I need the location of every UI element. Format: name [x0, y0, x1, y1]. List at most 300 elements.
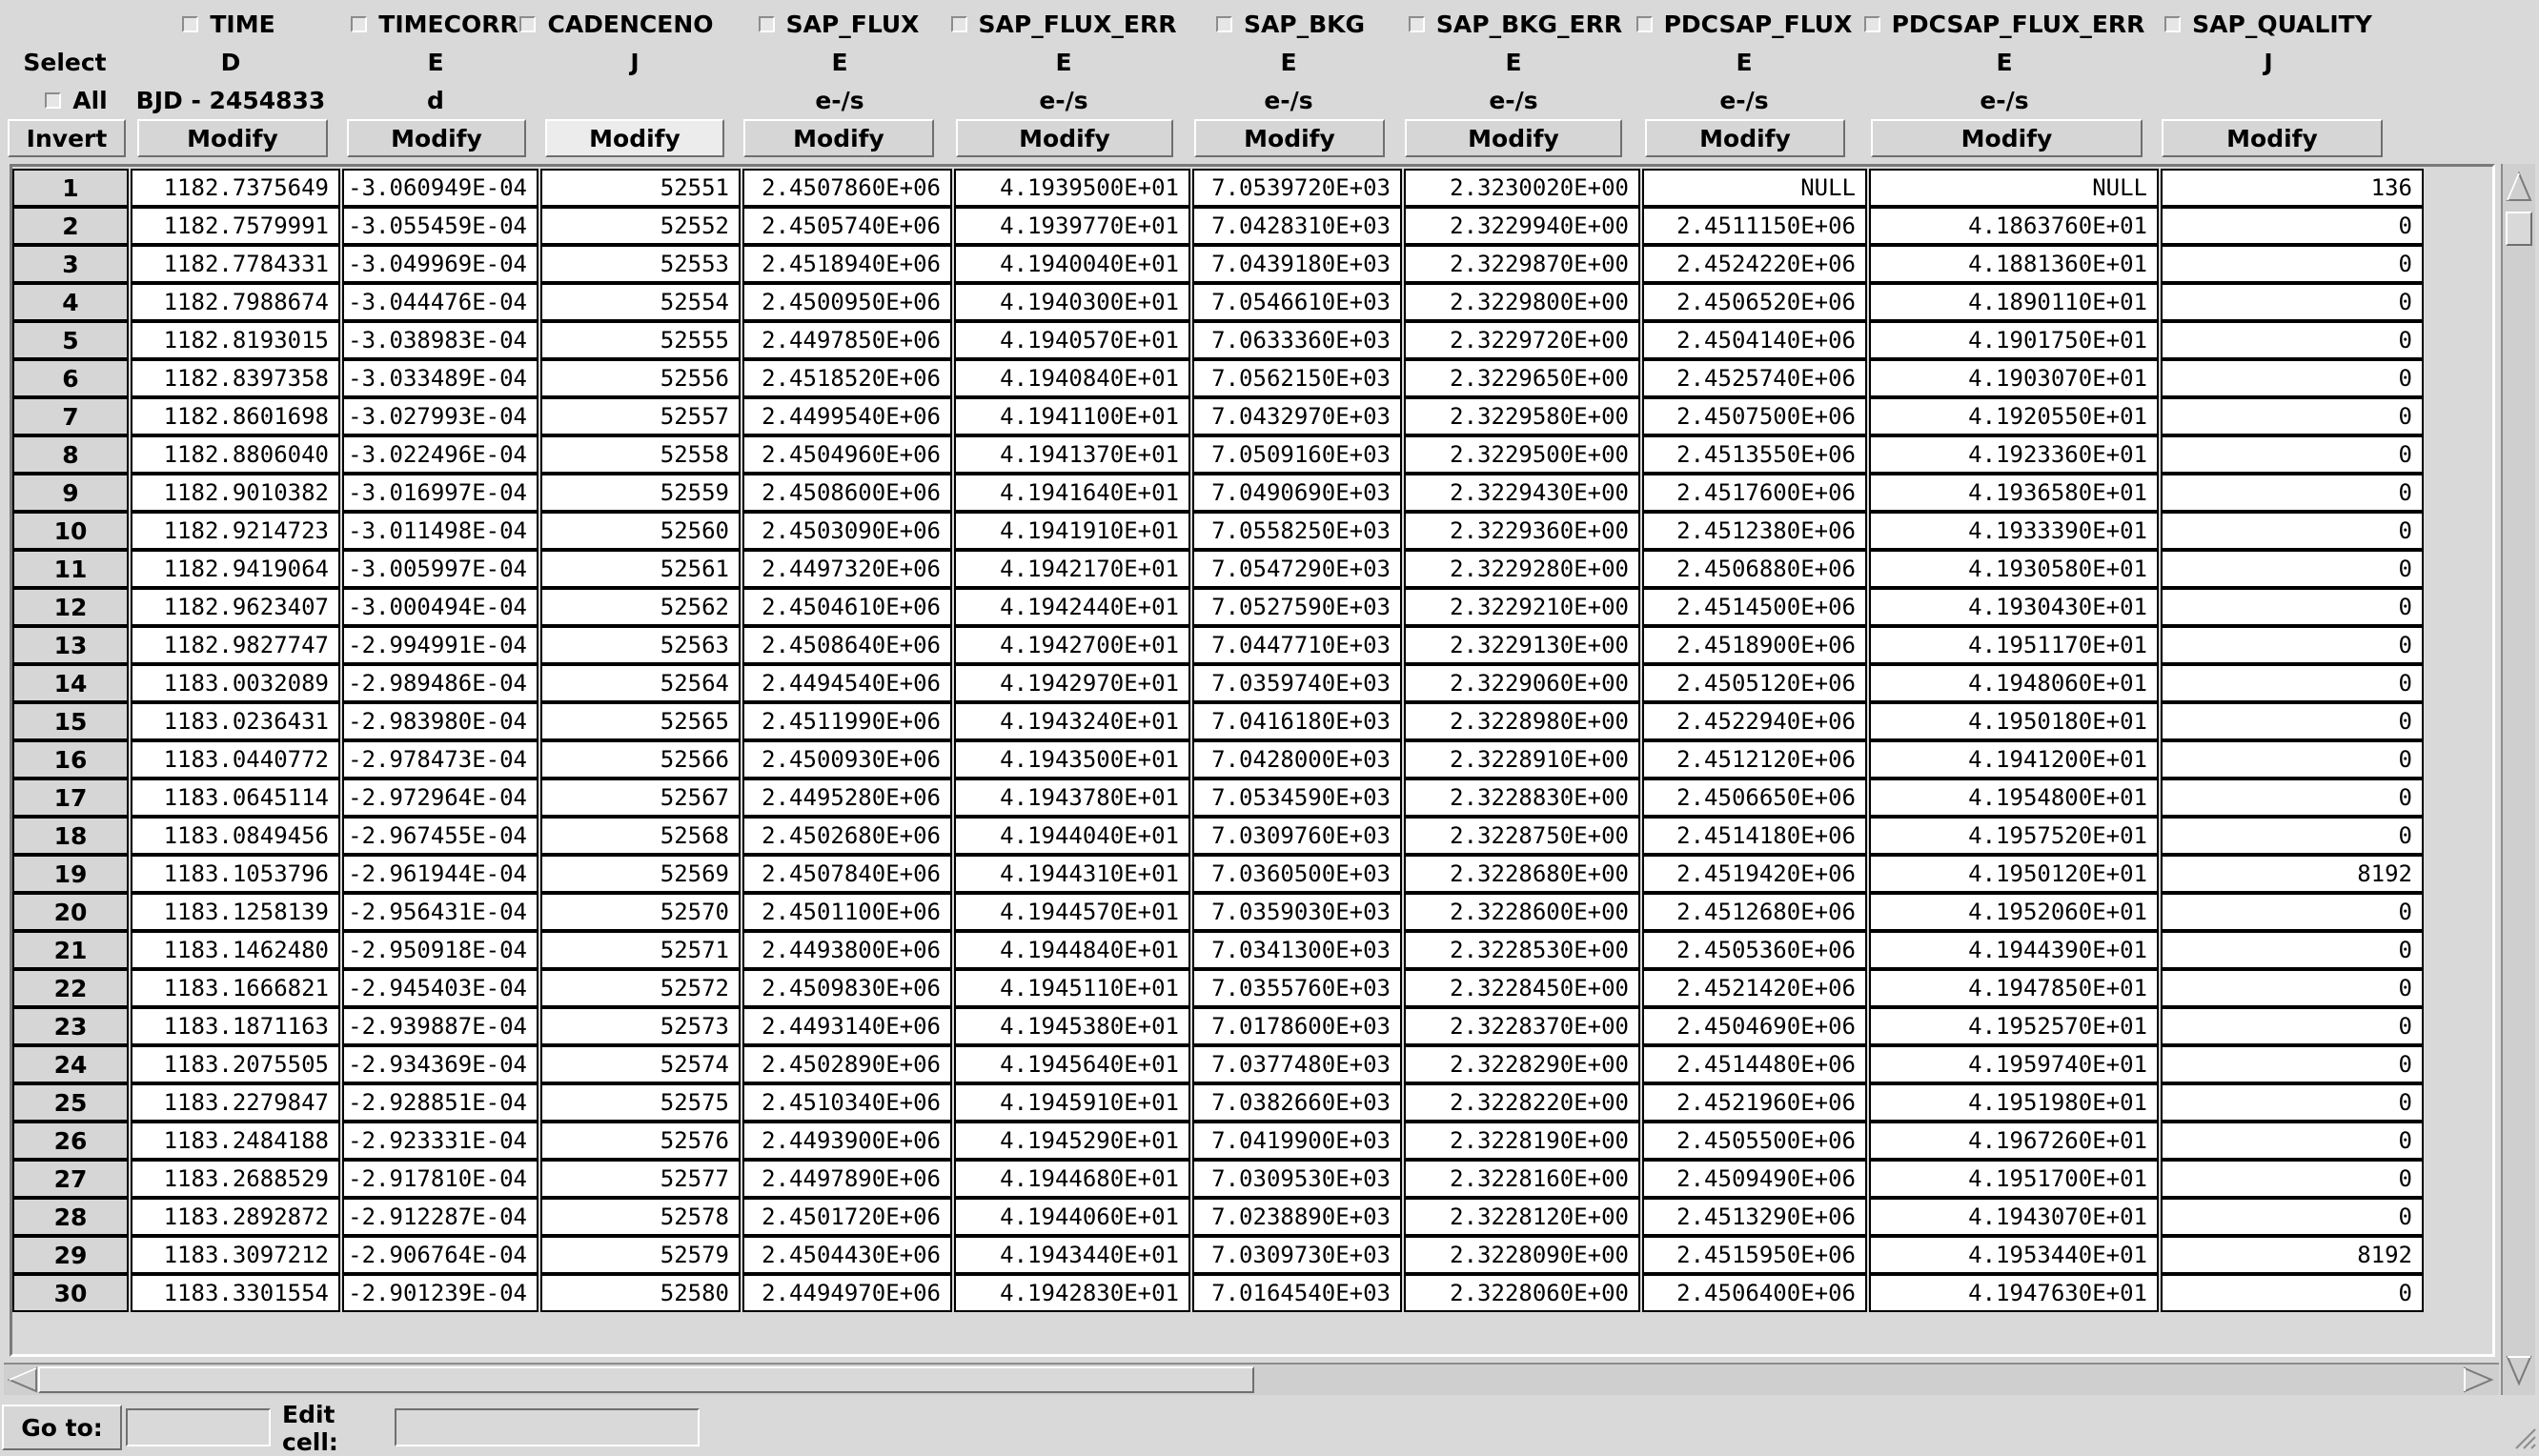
table-cell[interactable]: 0: [2161, 321, 2424, 359]
table-cell[interactable]: 52567: [540, 779, 741, 817]
table-cell[interactable]: 2.4504690E+06: [1642, 1007, 1867, 1045]
table-cell[interactable]: 2.3229870E+00: [1404, 245, 1640, 283]
table-cell[interactable]: -3.033489E-04: [342, 359, 538, 397]
table-cell[interactable]: 2.4500950E+06: [742, 283, 952, 321]
invert-button[interactable]: Invert: [8, 119, 126, 157]
scroll-left-arrow-icon[interactable]: [6, 1366, 40, 1393]
table-cell[interactable]: 2.4504430E+06: [742, 1236, 952, 1274]
table-cell[interactable]: 0: [2161, 893, 2424, 931]
column-select-checkbox-pdcsap-flux[interactable]: [1592, 5, 1897, 43]
table-cell[interactable]: 4.1952060E+01: [1869, 893, 2159, 931]
table-cell[interactable]: 2.4512380E+06: [1642, 512, 1867, 550]
table-cell[interactable]: 4.1881360E+01: [1869, 245, 2159, 283]
row-number[interactable]: 19: [12, 855, 129, 893]
table-cell[interactable]: 1183.2484188: [131, 1122, 340, 1160]
modify-button-sap-flux-err[interactable]: Modify: [956, 119, 1173, 157]
row-number[interactable]: 4: [12, 283, 129, 321]
table-cell[interactable]: 1182.9214723: [131, 512, 340, 550]
table-cell[interactable]: 4.1920550E+01: [1869, 397, 2159, 435]
table-cell[interactable]: 2.4497320E+06: [742, 550, 952, 588]
table-cell[interactable]: 4.1941910E+01: [954, 512, 1190, 550]
table-cell[interactable]: 4.1942440E+01: [954, 588, 1190, 626]
table-cell[interactable]: 2.3228680E+00: [1404, 855, 1640, 893]
table-cell[interactable]: 2.3228830E+00: [1404, 779, 1640, 817]
table-cell[interactable]: 1182.9010382: [131, 474, 340, 512]
table-cell[interactable]: 7.0633360E+03: [1192, 321, 1402, 359]
table-cell[interactable]: 4.1948060E+01: [1869, 664, 2159, 702]
table-cell[interactable]: 7.0428310E+03: [1192, 207, 1402, 245]
table-cell[interactable]: 0: [2161, 1198, 2424, 1236]
table-cell[interactable]: -2.989486E-04: [342, 664, 538, 702]
table-cell[interactable]: 1182.8397358: [131, 359, 340, 397]
row-number[interactable]: 13: [12, 626, 129, 664]
table-cell[interactable]: 4.1940840E+01: [954, 359, 1190, 397]
table-cell[interactable]: 1183.2892872: [131, 1198, 340, 1236]
table-cell[interactable]: 0: [2161, 283, 2424, 321]
table-cell[interactable]: 52551: [540, 169, 741, 207]
table-cell[interactable]: 4.1940040E+01: [954, 245, 1190, 283]
table-cell[interactable]: 1182.8806040: [131, 435, 340, 474]
table-cell[interactable]: 2.4514480E+06: [1642, 1045, 1867, 1083]
table-cell[interactable]: 2.4503090E+06: [742, 512, 952, 550]
table-cell[interactable]: 7.0539720E+03: [1192, 169, 1402, 207]
row-number[interactable]: 1: [12, 169, 129, 207]
modify-button-sap-flux[interactable]: Modify: [743, 119, 934, 157]
table-cell[interactable]: 2.4521420E+06: [1642, 969, 1867, 1007]
table-cell[interactable]: 4.1939770E+01: [954, 207, 1190, 245]
table-cell[interactable]: 7.0447710E+03: [1192, 626, 1402, 664]
table-cell[interactable]: 2.3229280E+00: [1404, 550, 1640, 588]
table-cell[interactable]: 7.0558250E+03: [1192, 512, 1402, 550]
table-cell[interactable]: 52556: [540, 359, 741, 397]
table-cell[interactable]: 2.4522940E+06: [1642, 702, 1867, 740]
table-cell[interactable]: 2.4506650E+06: [1642, 779, 1867, 817]
table-cell[interactable]: 1183.1258139: [131, 893, 340, 931]
table-cell[interactable]: 2.4505360E+06: [1642, 931, 1867, 969]
table-cell[interactable]: 1182.8193015: [131, 321, 340, 359]
table-cell[interactable]: 4.1945290E+01: [954, 1122, 1190, 1160]
table-cell[interactable]: 2.4513550E+06: [1642, 435, 1867, 474]
checkbox-icon[interactable]: [2164, 16, 2181, 32]
row-number[interactable]: 23: [12, 1007, 129, 1045]
row-number[interactable]: 10: [12, 512, 129, 550]
table-cell[interactable]: 52575: [540, 1083, 741, 1122]
table-cell[interactable]: 52555: [540, 321, 741, 359]
table-cell[interactable]: 2.4512120E+06: [1642, 740, 1867, 779]
table-cell[interactable]: 7.0355760E+03: [1192, 969, 1402, 1007]
table-cell[interactable]: 4.1943070E+01: [1869, 1198, 2159, 1236]
table-cell[interactable]: 2.4518940E+06: [742, 245, 952, 283]
table-cell[interactable]: 7.0309530E+03: [1192, 1160, 1402, 1198]
modify-button-sap-quality[interactable]: Modify: [2162, 119, 2383, 157]
modify-button-pdcsap-flux-err[interactable]: Modify: [1871, 119, 2143, 157]
table-cell[interactable]: 4.1952570E+01: [1869, 1007, 2159, 1045]
table-cell[interactable]: 4.1951980E+01: [1869, 1083, 2159, 1122]
table-cell[interactable]: 4.1944390E+01: [1869, 931, 2159, 969]
table-cell[interactable]: 2.4511990E+06: [742, 702, 952, 740]
table-cell[interactable]: 1183.3097212: [131, 1236, 340, 1274]
row-number[interactable]: 15: [12, 702, 129, 740]
table-cell[interactable]: 2.4500930E+06: [742, 740, 952, 779]
row-number[interactable]: 30: [12, 1274, 129, 1312]
table-cell[interactable]: 7.0377480E+03: [1192, 1045, 1402, 1083]
checkbox-icon[interactable]: [1636, 16, 1653, 32]
table-cell[interactable]: -3.016997E-04: [342, 474, 538, 512]
table-cell[interactable]: 4.1944680E+01: [954, 1160, 1190, 1198]
table-cell[interactable]: 7.0527590E+03: [1192, 588, 1402, 626]
table-cell[interactable]: 2.4515950E+06: [1642, 1236, 1867, 1274]
table-cell[interactable]: 2.4494970E+06: [742, 1274, 952, 1312]
row-number[interactable]: 22: [12, 969, 129, 1007]
modify-button-cadenceno[interactable]: Modify: [545, 119, 724, 157]
table-cell[interactable]: 0: [2161, 207, 2424, 245]
table-cell[interactable]: 1183.3301554: [131, 1274, 340, 1312]
table-cell[interactable]: 4.1930430E+01: [1869, 588, 2159, 626]
table-cell[interactable]: 7.0309730E+03: [1192, 1236, 1402, 1274]
table-cell[interactable]: 52573: [540, 1007, 741, 1045]
table-cell[interactable]: 4.1944570E+01: [954, 893, 1190, 931]
table-cell[interactable]: 52579: [540, 1236, 741, 1274]
table-cell[interactable]: 0: [2161, 245, 2424, 283]
table-cell[interactable]: 4.1941370E+01: [954, 435, 1190, 474]
table-cell[interactable]: 0: [2161, 435, 2424, 474]
table-cell[interactable]: -2.901239E-04: [342, 1274, 538, 1312]
table-cell[interactable]: 2.4505500E+06: [1642, 1122, 1867, 1160]
row-number[interactable]: 12: [12, 588, 129, 626]
table-cell[interactable]: 52578: [540, 1198, 741, 1236]
table-cell[interactable]: 4.1943780E+01: [954, 779, 1190, 817]
row-number[interactable]: 24: [12, 1045, 129, 1083]
table-cell[interactable]: 7.0490690E+03: [1192, 474, 1402, 512]
table-cell[interactable]: 2.4506400E+06: [1642, 1274, 1867, 1312]
table-cell[interactable]: 4.1942830E+01: [954, 1274, 1190, 1312]
table-cell[interactable]: 2.3228450E+00: [1404, 969, 1640, 1007]
table-cell[interactable]: 2.4502680E+06: [742, 817, 952, 855]
table-cell[interactable]: 2.4511150E+06: [1642, 207, 1867, 245]
table-cell[interactable]: 4.1936580E+01: [1869, 474, 2159, 512]
table-cell[interactable]: 2.4519420E+06: [1642, 855, 1867, 893]
table-cell[interactable]: 2.4525740E+06: [1642, 359, 1867, 397]
table-cell[interactable]: 0: [2161, 740, 2424, 779]
table-cell[interactable]: -3.011498E-04: [342, 512, 538, 550]
table-cell[interactable]: 2.4514180E+06: [1642, 817, 1867, 855]
table-cell[interactable]: 4.1941640E+01: [954, 474, 1190, 512]
table-cell[interactable]: 2.3230020E+00: [1404, 169, 1640, 207]
table-cell[interactable]: -2.994991E-04: [342, 626, 538, 664]
table-cell[interactable]: 4.1943440E+01: [954, 1236, 1190, 1274]
table-cell[interactable]: 2.3229360E+00: [1404, 512, 1640, 550]
table-cell[interactable]: 0: [2161, 779, 2424, 817]
table-cell[interactable]: 8192: [2161, 855, 2424, 893]
row-number[interactable]: 17: [12, 779, 129, 817]
row-number[interactable]: 18: [12, 817, 129, 855]
table-cell[interactable]: 1183.0236431: [131, 702, 340, 740]
goto-button[interactable]: [2, 1405, 122, 1450]
table-cell[interactable]: 52557: [540, 397, 741, 435]
table-cell[interactable]: 7.0341300E+03: [1192, 931, 1402, 969]
table-cell[interactable]: 4.1941200E+01: [1869, 740, 2159, 779]
table-cell[interactable]: 4.1941100E+01: [954, 397, 1190, 435]
table-cell[interactable]: 0: [2161, 817, 2424, 855]
table-cell[interactable]: 0: [2161, 1007, 2424, 1045]
scroll-down-arrow-icon[interactable]: [2506, 1351, 2532, 1389]
row-number[interactable]: 5: [12, 321, 129, 359]
table-cell[interactable]: 2.4521960E+06: [1642, 1083, 1867, 1122]
table-cell[interactable]: 52571: [540, 931, 741, 969]
table-cell[interactable]: 2.3229800E+00: [1404, 283, 1640, 321]
table-cell[interactable]: 1183.2279847: [131, 1083, 340, 1122]
table-cell[interactable]: 0: [2161, 1083, 2424, 1122]
row-number[interactable]: 16: [12, 740, 129, 779]
table-cell[interactable]: 0: [2161, 969, 2424, 1007]
scroll-up-arrow-icon[interactable]: [2506, 168, 2532, 206]
modify-button-pdcsap-flux[interactable]: Modify: [1645, 119, 1845, 157]
table-cell[interactable]: 1182.7579991: [131, 207, 340, 245]
row-number[interactable]: 29: [12, 1236, 129, 1274]
table-cell[interactable]: -2.961944E-04: [342, 855, 538, 893]
table-cell[interactable]: 52564: [540, 664, 741, 702]
table-cell[interactable]: 2.4504610E+06: [742, 588, 952, 626]
table-cell[interactable]: 4.1940300E+01: [954, 283, 1190, 321]
resize-grip-icon[interactable]: [2512, 1426, 2537, 1450]
table-cell[interactable]: 2.3228750E+00: [1404, 817, 1640, 855]
checkbox-icon[interactable]: [182, 16, 198, 32]
table-cell[interactable]: 7.0534590E+03: [1192, 779, 1402, 817]
table-cell[interactable]: -2.917810E-04: [342, 1160, 538, 1198]
table-cell[interactable]: 4.1945110E+01: [954, 969, 1190, 1007]
modify-button-time[interactable]: Modify: [137, 119, 328, 157]
table-cell[interactable]: 1183.1666821: [131, 969, 340, 1007]
table-cell[interactable]: -2.939887E-04: [342, 1007, 538, 1045]
table-cell[interactable]: 2.4509830E+06: [742, 969, 952, 1007]
table-cell[interactable]: 2.4493140E+06: [742, 1007, 952, 1045]
table-cell[interactable]: 52554: [540, 283, 741, 321]
table-cell[interactable]: 52560: [540, 512, 741, 550]
table-cell[interactable]: 2.4497890E+06: [742, 1160, 952, 1198]
checkbox-icon[interactable]: [351, 16, 367, 32]
table-cell[interactable]: 52559: [540, 474, 741, 512]
table-cell[interactable]: 7.0509160E+03: [1192, 435, 1402, 474]
table-cell[interactable]: 0: [2161, 397, 2424, 435]
table-cell[interactable]: 4.1950180E+01: [1869, 702, 2159, 740]
edit-cell-input[interactable]: [395, 1408, 700, 1446]
table-cell[interactable]: 2.3228120E+00: [1404, 1198, 1640, 1236]
row-number[interactable]: 9: [12, 474, 129, 512]
table-cell[interactable]: 1183.1871163: [131, 1007, 340, 1045]
scroll-right-arrow-icon[interactable]: [2461, 1366, 2495, 1393]
table-cell[interactable]: 0: [2161, 1160, 2424, 1198]
table-cell[interactable]: NULL: [1869, 169, 2159, 207]
table-cell[interactable]: 52577: [540, 1160, 741, 1198]
table-cell[interactable]: 1183.0032089: [131, 664, 340, 702]
table-cell[interactable]: 4.1944040E+01: [954, 817, 1190, 855]
table-cell[interactable]: 7.0360500E+03: [1192, 855, 1402, 893]
table-cell[interactable]: 2.3229060E+00: [1404, 664, 1640, 702]
modify-button-sap-bkg[interactable]: Modify: [1194, 119, 1385, 157]
table-cell[interactable]: 2.4518520E+06: [742, 359, 952, 397]
table-cell[interactable]: 2.4505120E+06: [1642, 664, 1867, 702]
table-cell[interactable]: -3.049969E-04: [342, 245, 538, 283]
table-cell[interactable]: 7.0309760E+03: [1192, 817, 1402, 855]
horizontal-scrollbar[interactable]: [4, 1363, 2499, 1395]
table-cell[interactable]: 0: [2161, 550, 2424, 588]
table-cell[interactable]: 52576: [540, 1122, 741, 1160]
table-cell[interactable]: -2.906764E-04: [342, 1236, 538, 1274]
table-cell[interactable]: 4.1923360E+01: [1869, 435, 2159, 474]
table-cell[interactable]: 4.1890110E+01: [1869, 283, 2159, 321]
table-cell[interactable]: 4.1953440E+01: [1869, 1236, 2159, 1274]
modify-button-timecorr[interactable]: Modify: [347, 119, 526, 157]
table-cell[interactable]: 4.1942700E+01: [954, 626, 1190, 664]
table-cell[interactable]: -3.022496E-04: [342, 435, 538, 474]
table-cell[interactable]: 52563: [540, 626, 741, 664]
table-cell[interactable]: 52572: [540, 969, 741, 1007]
table-cell[interactable]: 2.3229130E+00: [1404, 626, 1640, 664]
table-cell[interactable]: 4.1945640E+01: [954, 1045, 1190, 1083]
table-cell[interactable]: 7.0546610E+03: [1192, 283, 1402, 321]
table-cell[interactable]: 0: [2161, 931, 2424, 969]
table-cell[interactable]: 4.1943500E+01: [954, 740, 1190, 779]
table-cell[interactable]: 1182.9419064: [131, 550, 340, 588]
column-select-checkbox-sap-quality[interactable]: [2116, 5, 2421, 43]
checkbox-icon[interactable]: [1216, 16, 1232, 32]
table-cell[interactable]: -3.005997E-04: [342, 550, 538, 588]
table-cell[interactable]: 7.0359030E+03: [1192, 893, 1402, 931]
table-cell[interactable]: 2.4497850E+06: [742, 321, 952, 359]
table-cell[interactable]: 0: [2161, 1274, 2424, 1312]
table-cell[interactable]: 0: [2161, 588, 2424, 626]
table-cell[interactable]: 4.1951170E+01: [1869, 626, 2159, 664]
table-cell[interactable]: 52566: [540, 740, 741, 779]
row-number[interactable]: 25: [12, 1083, 129, 1122]
table-cell[interactable]: 52569: [540, 855, 741, 893]
table-cell[interactable]: 4.1939500E+01: [954, 169, 1190, 207]
table-cell[interactable]: 2.4517600E+06: [1642, 474, 1867, 512]
table-cell[interactable]: 4.1863760E+01: [1869, 207, 2159, 245]
vertical-scrollbar-thumb[interactable]: [2506, 212, 2532, 246]
table-cell[interactable]: 4.1967260E+01: [1869, 1122, 2159, 1160]
table-cell[interactable]: 2.3228370E+00: [1404, 1007, 1640, 1045]
table-cell[interactable]: 0: [2161, 474, 2424, 512]
table-cell[interactable]: 2.4505740E+06: [742, 207, 952, 245]
table-cell[interactable]: 2.4507860E+06: [742, 169, 952, 207]
table-cell[interactable]: 4.1947850E+01: [1869, 969, 2159, 1007]
table-cell[interactable]: 4.1947630E+01: [1869, 1274, 2159, 1312]
table-cell[interactable]: 7.0547290E+03: [1192, 550, 1402, 588]
row-number[interactable]: 3: [12, 245, 129, 283]
row-number[interactable]: 28: [12, 1198, 129, 1236]
table-cell[interactable]: 4.1930580E+01: [1869, 550, 2159, 588]
table-cell[interactable]: 52553: [540, 245, 741, 283]
table-cell[interactable]: 2.4501100E+06: [742, 893, 952, 931]
table-cell[interactable]: 136: [2161, 169, 2424, 207]
table-cell[interactable]: 2.4494540E+06: [742, 664, 952, 702]
checkbox-icon[interactable]: [1864, 16, 1880, 32]
table-cell[interactable]: -3.044476E-04: [342, 283, 538, 321]
table-cell[interactable]: 52562: [540, 588, 741, 626]
table-cell[interactable]: 7.0178600E+03: [1192, 1007, 1402, 1045]
table-cell[interactable]: 2.3228980E+00: [1404, 702, 1640, 740]
table-cell[interactable]: -2.967455E-04: [342, 817, 538, 855]
table-cell[interactable]: 0: [2161, 664, 2424, 702]
table-cell[interactable]: 2.4506880E+06: [1642, 550, 1867, 588]
table-cell[interactable]: 4.1940570E+01: [954, 321, 1190, 359]
table-cell[interactable]: 2.4514500E+06: [1642, 588, 1867, 626]
table-cell[interactable]: 1182.8601698: [131, 397, 340, 435]
checkbox-icon[interactable]: [1409, 16, 1425, 32]
table-cell[interactable]: 2.4508640E+06: [742, 626, 952, 664]
row-number[interactable]: 7: [12, 397, 129, 435]
table-cell[interactable]: 2.4510340E+06: [742, 1083, 952, 1122]
table-cell[interactable]: 2.3228220E+00: [1404, 1083, 1640, 1122]
table-cell[interactable]: -2.945403E-04: [342, 969, 538, 1007]
table-cell[interactable]: 2.4509490E+06: [1642, 1160, 1867, 1198]
table-cell[interactable]: -3.027993E-04: [342, 397, 538, 435]
table-cell[interactable]: 2.4502890E+06: [742, 1045, 952, 1083]
row-number[interactable]: 27: [12, 1160, 129, 1198]
table-cell[interactable]: 4.1942970E+01: [954, 664, 1190, 702]
table-cell[interactable]: 2.3229720E+00: [1404, 321, 1640, 359]
table-cell[interactable]: 1182.9827747: [131, 626, 340, 664]
table-cell[interactable]: 52565: [540, 702, 741, 740]
table-cell[interactable]: 2.3229500E+00: [1404, 435, 1640, 474]
table-cell[interactable]: 2.4506520E+06: [1642, 283, 1867, 321]
table-cell[interactable]: 4.1957520E+01: [1869, 817, 2159, 855]
vertical-scrollbar[interactable]: [2501, 164, 2535, 1395]
table-cell[interactable]: 2.4493800E+06: [742, 931, 952, 969]
table-cell[interactable]: 52574: [540, 1045, 741, 1083]
table-cell[interactable]: 4.1901750E+01: [1869, 321, 2159, 359]
table-cell[interactable]: -2.923331E-04: [342, 1122, 538, 1160]
table-cell[interactable]: 2.3229210E+00: [1404, 588, 1640, 626]
table-cell[interactable]: 52561: [540, 550, 741, 588]
table-cell[interactable]: 7.0382660E+03: [1192, 1083, 1402, 1122]
table-cell[interactable]: 2.4518900E+06: [1642, 626, 1867, 664]
table-cell[interactable]: -3.060949E-04: [342, 169, 538, 207]
table-cell[interactable]: 0: [2161, 626, 2424, 664]
table-cell[interactable]: 2.4524220E+06: [1642, 245, 1867, 283]
table-cell[interactable]: 1183.2688529: [131, 1160, 340, 1198]
table-cell[interactable]: 1182.7375649: [131, 169, 340, 207]
table-cell[interactable]: 4.1942170E+01: [954, 550, 1190, 588]
checkbox-icon[interactable]: [951, 16, 967, 32]
table-cell[interactable]: 2.3229430E+00: [1404, 474, 1640, 512]
table-cell[interactable]: 2.4504960E+06: [742, 435, 952, 474]
table-cell[interactable]: 2.4501720E+06: [742, 1198, 952, 1236]
table-cell[interactable]: 2.3228910E+00: [1404, 740, 1640, 779]
table-cell[interactable]: -2.934369E-04: [342, 1045, 538, 1083]
table-cell[interactable]: 2.4513290E+06: [1642, 1198, 1867, 1236]
table-cell[interactable]: 7.0238890E+03: [1192, 1198, 1402, 1236]
table-cell[interactable]: 52570: [540, 893, 741, 931]
table-cell[interactable]: 2.3228090E+00: [1404, 1236, 1640, 1274]
table-cell[interactable]: -2.956431E-04: [342, 893, 538, 931]
table-cell[interactable]: 2.4499540E+06: [742, 397, 952, 435]
table-cell[interactable]: 52568: [540, 817, 741, 855]
table-cell[interactable]: 1182.7784331: [131, 245, 340, 283]
table-cell[interactable]: 8192: [2161, 1236, 2424, 1274]
table-cell[interactable]: 2.4508600E+06: [742, 474, 952, 512]
table-cell[interactable]: 4.1945910E+01: [954, 1083, 1190, 1122]
table-cell[interactable]: -2.978473E-04: [342, 740, 538, 779]
table-cell[interactable]: 2.4512680E+06: [1642, 893, 1867, 931]
table-cell[interactable]: 2.4493900E+06: [742, 1122, 952, 1160]
row-number[interactable]: 8: [12, 435, 129, 474]
table-cell[interactable]: 4.1950120E+01: [1869, 855, 2159, 893]
checkbox-icon[interactable]: [519, 16, 536, 32]
table-cell[interactable]: 1183.1053796: [131, 855, 340, 893]
table-cell[interactable]: 52580: [540, 1274, 741, 1312]
